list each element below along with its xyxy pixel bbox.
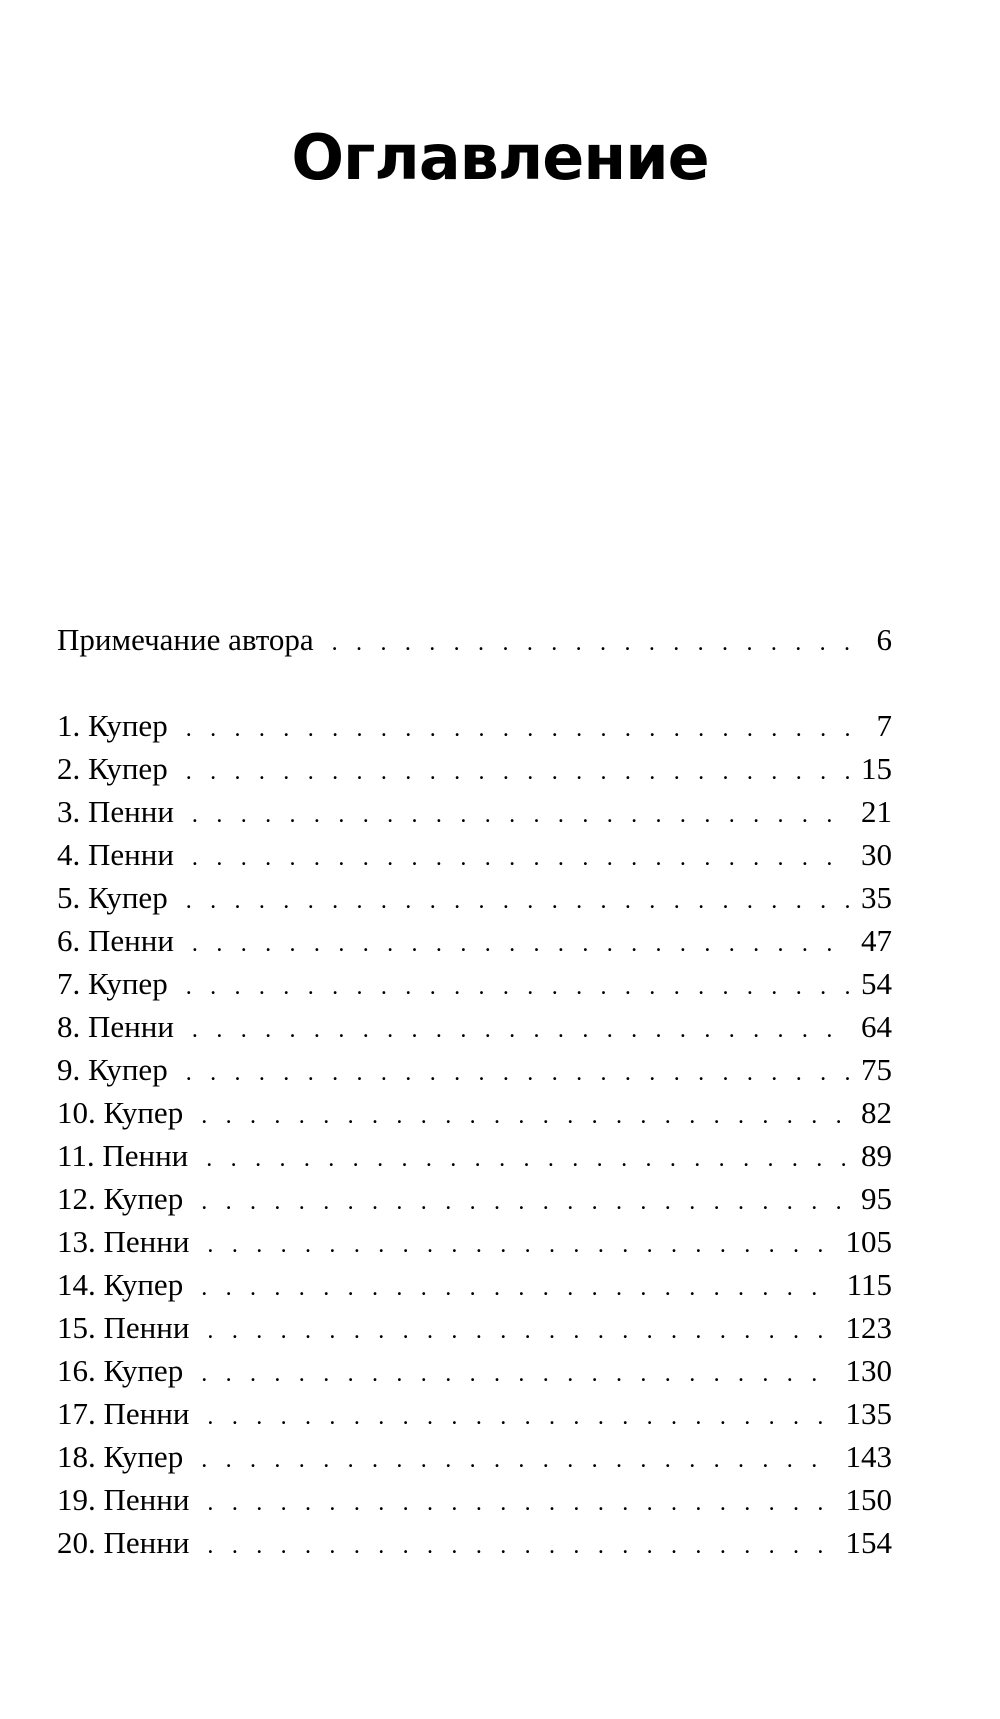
toc-entry-label: 9. Купер [57,1052,168,1087]
toc-entry-page: 7 [876,708,892,743]
toc-entry-chapter-7[interactable] [57,962,892,1005]
dot-leader [199,1525,835,1568]
toc-entry-chapter-8[interactable] [57,1005,892,1048]
toc-entry-chapter-3[interactable] [57,790,892,833]
toc-entry-page: 123 [845,1310,892,1345]
toc-entry-page: 154 [845,1525,892,1560]
toc-entry-page: 135 [845,1396,892,1431]
toc-entry-page: 105 [845,1224,892,1259]
toc-entry-label: 7. Купер [57,966,168,1001]
toc-entry-page: 21 [861,794,892,829]
table-of-contents [57,618,892,1564]
toc-entry-page: 143 [845,1439,892,1474]
toc-entry-page: 47 [861,923,892,958]
toc-entry-chapter-11[interactable] [57,1134,892,1177]
toc-entry-label: 4. Пенни [57,837,174,872]
toc-entry-page: 82 [861,1095,892,1130]
toc-entry-label: 8. Пенни [57,1009,174,1044]
dot-leader [193,1353,835,1396]
toc-entry-chapter-6[interactable] [57,919,892,962]
toc-entry-chapter-20[interactable] [57,1521,892,1564]
dot-leader [193,1267,836,1310]
toc-entry-label: 13. Пенни [57,1224,190,1259]
toc-entry-label: 20. Пенни [57,1525,190,1560]
page-title: Оглавление [291,121,709,194]
toc-entry-chapter-15[interactable] [57,1306,892,1349]
dot-leader [178,966,851,1009]
dot-leader [199,1310,835,1353]
toc-entry-page: 75 [861,1052,892,1087]
toc-entry-label: 5. Купер [57,880,168,915]
toc-entry-page: 115 [846,1267,892,1302]
toc-entry-chapter-1[interactable] [57,704,892,747]
dot-leader [178,708,852,751]
dot-leader [178,880,851,923]
toc-entry-page: 150 [845,1482,892,1517]
toc-entry-label: 19. Пенни [57,1482,190,1517]
dot-leader [199,1396,835,1439]
toc-entry-page: 15 [861,751,892,786]
toc-entry-chapter-12[interactable] [57,1177,892,1220]
toc-entry-page: 6 [876,622,892,657]
toc-entry-label: Примечание автора [57,622,314,657]
toc-entry-chapter-10[interactable] [57,1091,892,1134]
dot-leader [178,751,851,794]
toc-entry-authors-note[interactable] [57,618,892,661]
toc-entry-page: 95 [861,1181,892,1216]
dot-leader [184,1009,851,1052]
dot-leader [199,1482,835,1525]
dot-leader [184,923,851,966]
toc-entry-chapter-19[interactable] [57,1478,892,1521]
toc-entry-label: 18. Купер [57,1439,184,1474]
toc-entry-chapter-2[interactable] [57,747,892,790]
toc-entry-chapter-18[interactable] [57,1435,892,1478]
toc-entry-label: 14. Купер [57,1267,184,1302]
toc-entry-chapter-13[interactable] [57,1220,892,1263]
toc-entry-chapter-9[interactable] [57,1048,892,1091]
dot-leader [184,837,851,880]
dot-leader [324,622,852,665]
toc-entry-page: 35 [861,880,892,915]
toc-entry-label: 1. Купер [57,708,168,743]
toc-entry-chapter-5[interactable] [57,876,892,919]
toc-entry-label: 11. Пенни [57,1138,189,1173]
toc-entry-chapter-14[interactable] [57,1263,892,1306]
toc-entry-label: 2. Купер [57,751,168,786]
dot-leader [193,1095,851,1138]
toc-entry-page: 64 [861,1009,892,1044]
dot-leader [184,794,851,837]
toc-entry-page: 130 [845,1353,892,1388]
dot-leader [178,1052,851,1095]
toc-entry-label: 12. Купер [57,1181,184,1216]
toc-entry-label: 15. Пенни [57,1310,190,1345]
toc-entry-chapter-4[interactable] [57,833,892,876]
toc-entry-chapter-17[interactable] [57,1392,892,1435]
toc-entry-chapter-16[interactable] [57,1349,892,1392]
dot-leader [193,1439,835,1482]
dot-leader [193,1181,851,1224]
dot-leader [198,1138,851,1181]
toc-entry-page: 54 [861,966,892,1001]
toc-entry-label: 17. Пенни [57,1396,190,1431]
toc-entry-page: 30 [861,837,892,872]
toc-entry-page: 89 [861,1138,892,1173]
toc-entry-label: 6. Пенни [57,923,174,958]
toc-entry-label: 10. Купер [57,1095,184,1130]
toc-entry-label: 3. Пенни [57,794,174,829]
dot-leader [199,1224,835,1267]
toc-entry-label: 16. Купер [57,1353,184,1388]
